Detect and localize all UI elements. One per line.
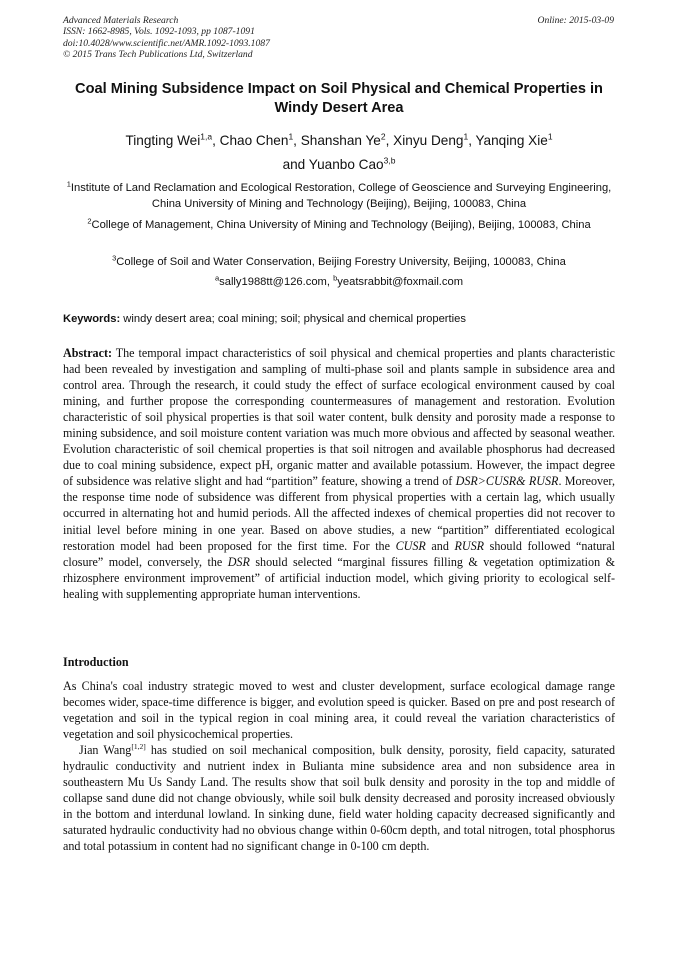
author: Xinyu Deng$^1$, xyxy=(393,131,476,148)
author: Shanshan Ye$^2$, xyxy=(300,131,394,148)
author: Yanqing Xie$^1$ xyxy=(475,131,553,148)
citation[interactable]: [1,2] xyxy=(131,741,146,751)
email-link[interactable]: $^a$sally1988tt@126.com xyxy=(214,273,327,288)
issn-line: ISSN: 1662-8985, Vols. 1092-1093, pp 1087-1091 xyxy=(63,26,255,38)
author: and Yuanbo Cao$^{3,b}$ xyxy=(282,155,396,172)
affiliation: $^3$College of Soil and Water Conservation, Beijing Forestry University, Beijing, 100083, China xyxy=(112,253,566,268)
affiliation: $^2$College of Management, China University of Mining and Technology (Beijing), Beijing, 100083, China xyxy=(87,216,591,231)
paragraph: As China's coal industry strategic moved to west and cluster development, surface ecological damage range becomes wider, space-time difference is bigger, and evolution speed is quicker. Based on pre and post research of vegetation and soil in the typical region in coal mining area, it could reveal the variation characteristics of vegetation and soil physicochemical properties. xyxy=(63,679,615,742)
copyright-line: © 2015 Trans Tech Publications Ltd, Switzerland xyxy=(63,49,253,61)
section-heading-introduction: Introduction xyxy=(63,655,129,669)
doi-line[interactable]: doi:10.4028/www.scientific.net/AMR.1092-1093.1087 xyxy=(63,37,270,49)
paragraph: Jian Wang[1,2] has studied on soil mechanical composition, bulk density, porosity, field capacity, saturated hydraulic conductivity and nutrient index in Bulianta mine subsidence area and non subsidence area in southeastern Mu Us Sandy Land. The results show that soil bulk density and porosity in the top and middle of collapse sand dune did not change obviously, while soil bulk density decreased and porosity increased obviously in the bottom and interdunal lowland. In sinking dune, field water holding capacity decreased significantly and saturated hydraulic conductivity had no obvious change within 0-60cm depth, and total nitrogen, total phosphorus and total potassium in content had no significant change in 0-100 cm depth. xyxy=(63,741,615,854)
keywords-label: Keywords: xyxy=(63,313,121,325)
keywords xyxy=(63,312,615,327)
author-emails: $^a$sally1988tt@126.com, $^b$yeatsrabbit@foxmail.com xyxy=(214,273,464,288)
keywords-text: windy desert area; coal mining; soil; physical and chemical properties xyxy=(120,313,466,325)
abstract: Abstract: The temporal impact characteristics of soil physical and chemical properties and plants characteristic had been revealed by investigation and sampling of multi-phase soil and plants sample in subsidence area and control area. Through the research, it could study the effect of surface ecological environment caused by coal mining, and further propose the corresponding countermeasures of management and restoration. Evolution characteristic of soil physical properties is that soil water content, bulk density and porosity made a response to mining subsidence, and soil moisture content variation was much more obvious and affected by seasonal weather. Evolution characteristic of soil chemical properties is that soil nitrogen and available phosphorus had decreased due to coal mining subsidence, expect pH, organic matter and available potassium. However, the impact degree of subsidence was relative slight and had “partition” feature, showing a trend of DSR>CUSR& RUSR. Moreover, the response time node of subsidence was different from physical properties with a certain lag, which usually occurred in alternating hot and humid periods. All the affected indexes of chemical properties did not recover to initial level before mining in one year. Based on above studies, a new “partition” differentiated ecological restoration model had been proposed for the first time. For the CUSR and RUSR should followed “natural closure” model, conversely, the DSR should selected “marginal fissures filling & vegetation optimization & rhizosphere environment improvement” of artificial induction model, which giving priority to ecological self-healing with supplementing appropriate human interventions. xyxy=(63,346,616,601)
journal-header xyxy=(63,15,483,61)
online-date: Online: 2015-03-09 xyxy=(537,15,614,26)
abstract-label: Abstract: xyxy=(63,346,113,360)
author: Chao Chen$^1$, xyxy=(219,131,301,148)
author-list xyxy=(63,129,615,177)
paper-title: Coal Mining Subsidence Impact on Soil Physical and Chemical Properties in Windy Desert Area xyxy=(75,81,603,116)
author: Tingting Wei$^{1,a}$, xyxy=(125,131,220,148)
affiliation: $^1$Institute of Land Reclamation and Ecological Restoration, College of Geoscience and Surveying Engineering, China University of Mining and Technology (Beijing), Beijing, 100083, China xyxy=(66,179,612,210)
journal-name: Advanced Materials Research xyxy=(63,15,179,26)
email-link[interactable]: $^b$yeatsrabbit@foxmail.com xyxy=(333,273,464,288)
